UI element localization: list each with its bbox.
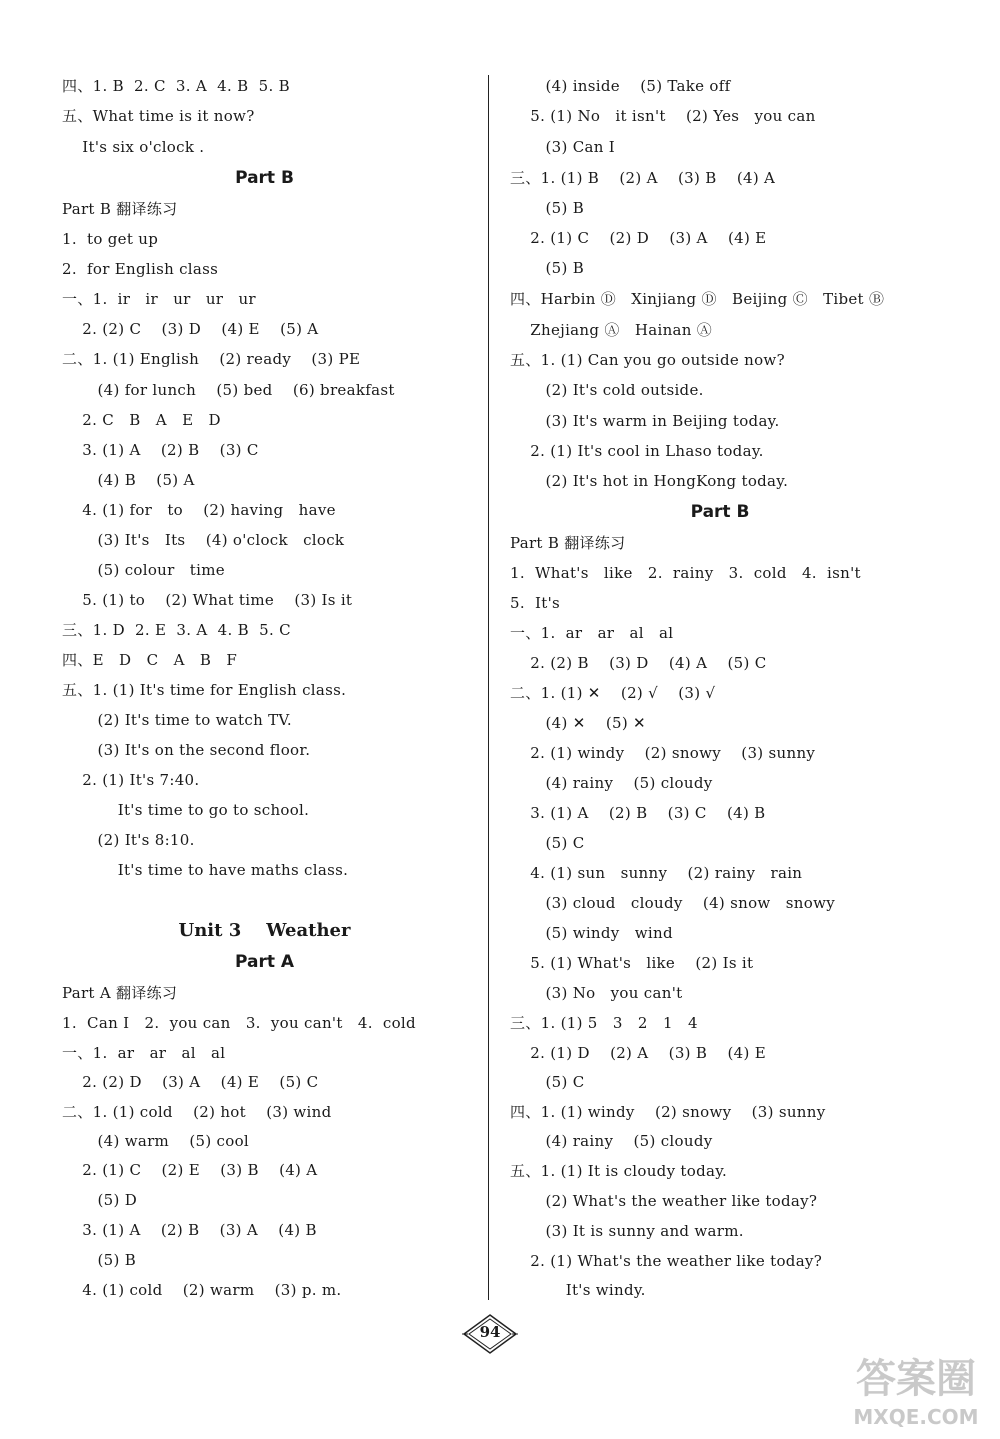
answer-line: (3) No you can't	[510, 984, 683, 1002]
answer-line: 4. (1) for to (2) having have	[62, 501, 336, 519]
answer-line: It's time to have maths class.	[62, 861, 349, 879]
answer-line: 5. (1) No it isn't (2) Yes you can	[510, 107, 816, 125]
answer-line: (3) It is sunny and warm.	[510, 1222, 744, 1240]
answer-line: 5. It's	[510, 594, 561, 612]
answer-line: (2) What's the weather like today?	[510, 1192, 818, 1210]
answer-line: 四、1. B 2. C 3. A 4. B 5. B	[62, 77, 290, 95]
answer-line: (4) rainy (5) cloudy	[510, 774, 713, 792]
answer-line: Part B 翻译练习	[510, 534, 626, 552]
answer-line: (5) B	[510, 259, 585, 277]
answer-line: (3) cloud cloudy (4) snow snowy	[510, 894, 835, 912]
answer-line: (2) It's hot in HongKong today.	[510, 472, 789, 490]
answer-line: It's windy.	[510, 1281, 646, 1299]
answer-line: 3. (1) A (2) B (3) C (4) B	[510, 804, 766, 822]
answer-line: (3) It's warm in Beijing today.	[510, 412, 780, 430]
page-number-badge	[462, 1313, 518, 1355]
answer-line: 2. (1) C (2) E (3) B (4) A	[62, 1161, 318, 1179]
answer-line: 2. (1) D (2) A (3) B (4) E	[510, 1044, 766, 1062]
answer-line: 二、1. (1) English (2) ready (3) PE	[62, 350, 361, 368]
answer-line: (5) C	[510, 834, 585, 852]
answer-line: 2. (1) C (2) D (3) A (4) E	[510, 229, 767, 247]
answer-line: (4) B (5) A	[62, 471, 195, 489]
answer-line: (3) It's on the second floor.	[62, 741, 311, 759]
answer-line: (5) B	[62, 1251, 137, 1269]
answer-line: 2. (2) B (3) D (4) A (5) C	[510, 654, 767, 672]
answer-line: (5) windy wind	[510, 924, 673, 942]
answer-line: Part A 翻译练习	[62, 984, 178, 1002]
answer-line: 五、1. (1) Can you go outside now?	[510, 351, 785, 369]
answer-line: 四、Harbin Ⓓ Xinjiang Ⓓ Beijing Ⓒ Tibet Ⓑ	[510, 290, 885, 308]
answer-line: 四、1. (1) windy (2) snowy (3) sunny	[510, 1103, 826, 1121]
answer-line: 三、1. D 2. E 3. A 4. B 5. C	[62, 621, 291, 639]
page-number: 94	[479, 1323, 501, 1341]
answer-line: (4) warm (5) cool	[62, 1132, 250, 1150]
answer-line: (5) B	[510, 199, 585, 217]
answer-line: (5) C	[510, 1073, 585, 1091]
section-heading: Part B	[235, 168, 294, 188]
answer-line: (3) Can I	[510, 138, 615, 156]
answer-line: 五、What time is it now?	[62, 107, 255, 125]
answer-line: Part B 翻译练习	[62, 200, 178, 218]
answer-line: 三、1. (1) 5 3 2 1 4	[510, 1014, 698, 1032]
answer-line: 2. (2) D (3) A (4) E (5) C	[62, 1073, 319, 1091]
answer-line: 1. to get up	[62, 230, 159, 248]
answer-line: 三、1. (1) B (2) A (3) B (4) A	[510, 169, 776, 187]
section-heading: Part B	[690, 502, 750, 522]
answer-line: 一、1. ar ar al al	[62, 1044, 226, 1062]
answer-line: 4. (1) sun sunny (2) rainy rain	[510, 864, 803, 882]
answer-line: 1. What's like 2. rainy 3. cold 4. isn't	[510, 564, 861, 582]
answer-line: 2. (1) windy (2) snowy (3) sunny	[510, 744, 816, 762]
answer-line: (4) ✕ (5) ✕	[510, 714, 646, 732]
answer-line: 5. (1) What's like (2) Is it	[510, 954, 754, 972]
watermark	[836, 1347, 996, 1437]
answer-line: 2. (1) It's 7:40.	[62, 771, 200, 789]
answer-line: 4. (1) cold (2) warm (3) p. m.	[62, 1281, 342, 1299]
watermark-logo-text: 答案圈	[856, 1356, 976, 1402]
answer-line: 一、1. ir ir ur ur ur	[62, 290, 256, 308]
answer-line: 2. C B A E D	[62, 411, 221, 429]
unit-title: Unit 3 Weather	[178, 920, 351, 941]
answer-line: (4) for lunch (5) bed (6) breakfast	[62, 381, 395, 399]
answer-line: (2) It's cold outside.	[510, 381, 704, 399]
answer-line: (4) rainy (5) cloudy	[510, 1132, 713, 1150]
answer-line: 2. (2) C (3) D (4) E (5) A	[62, 320, 319, 338]
answer-line: 二、1. (1) cold (2) hot (3) wind	[62, 1103, 332, 1121]
answer-line: (4) inside (5) Take off	[510, 77, 731, 95]
answer-line: It's time to go to school.	[62, 801, 310, 819]
answer-line: 五、1. (1) It is cloudy today.	[510, 1162, 728, 1180]
answer-line: 1. Can I 2. you can 3. you can't 4. cold	[62, 1014, 416, 1032]
answer-line: 四、E D C A B F	[62, 651, 238, 669]
answer-line: 2. for English class	[62, 260, 219, 278]
answer-line: 3. (1) A (2) B (3) C	[62, 441, 259, 459]
answer-line: 二、1. (1) ✕ (2) √ (3) √	[510, 684, 716, 702]
answer-line: 2. (1) It's cool in Lhaso today.	[510, 442, 764, 460]
answer-line: It's six o'clock .	[62, 138, 205, 156]
answer-line: Zhejiang Ⓐ Hainan Ⓐ	[510, 321, 713, 339]
answer-line: (5) colour time	[62, 561, 225, 579]
answer-line: 一、1. ar ar al al	[510, 624, 674, 642]
answer-line: (3) It's Its (4) o'clock clock	[62, 531, 345, 549]
watermark-url: MXQE.COM	[853, 1405, 979, 1429]
answer-line: (5) D	[62, 1191, 138, 1209]
column-divider	[488, 75, 489, 1300]
answer-line: 5. (1) to (2) What time (3) Is it	[62, 591, 353, 609]
answer-line: (2) It's time to watch TV.	[62, 711, 292, 729]
answer-line: 2. (1) What's the weather like today?	[510, 1252, 823, 1270]
answer-line: (2) It's 8:10.	[62, 831, 195, 849]
answer-line: 3. (1) A (2) B (3) A (4) B	[62, 1221, 317, 1239]
section-heading: Part A	[234, 952, 295, 972]
answer-line: 五、1. (1) It's time for English class.	[62, 681, 347, 699]
